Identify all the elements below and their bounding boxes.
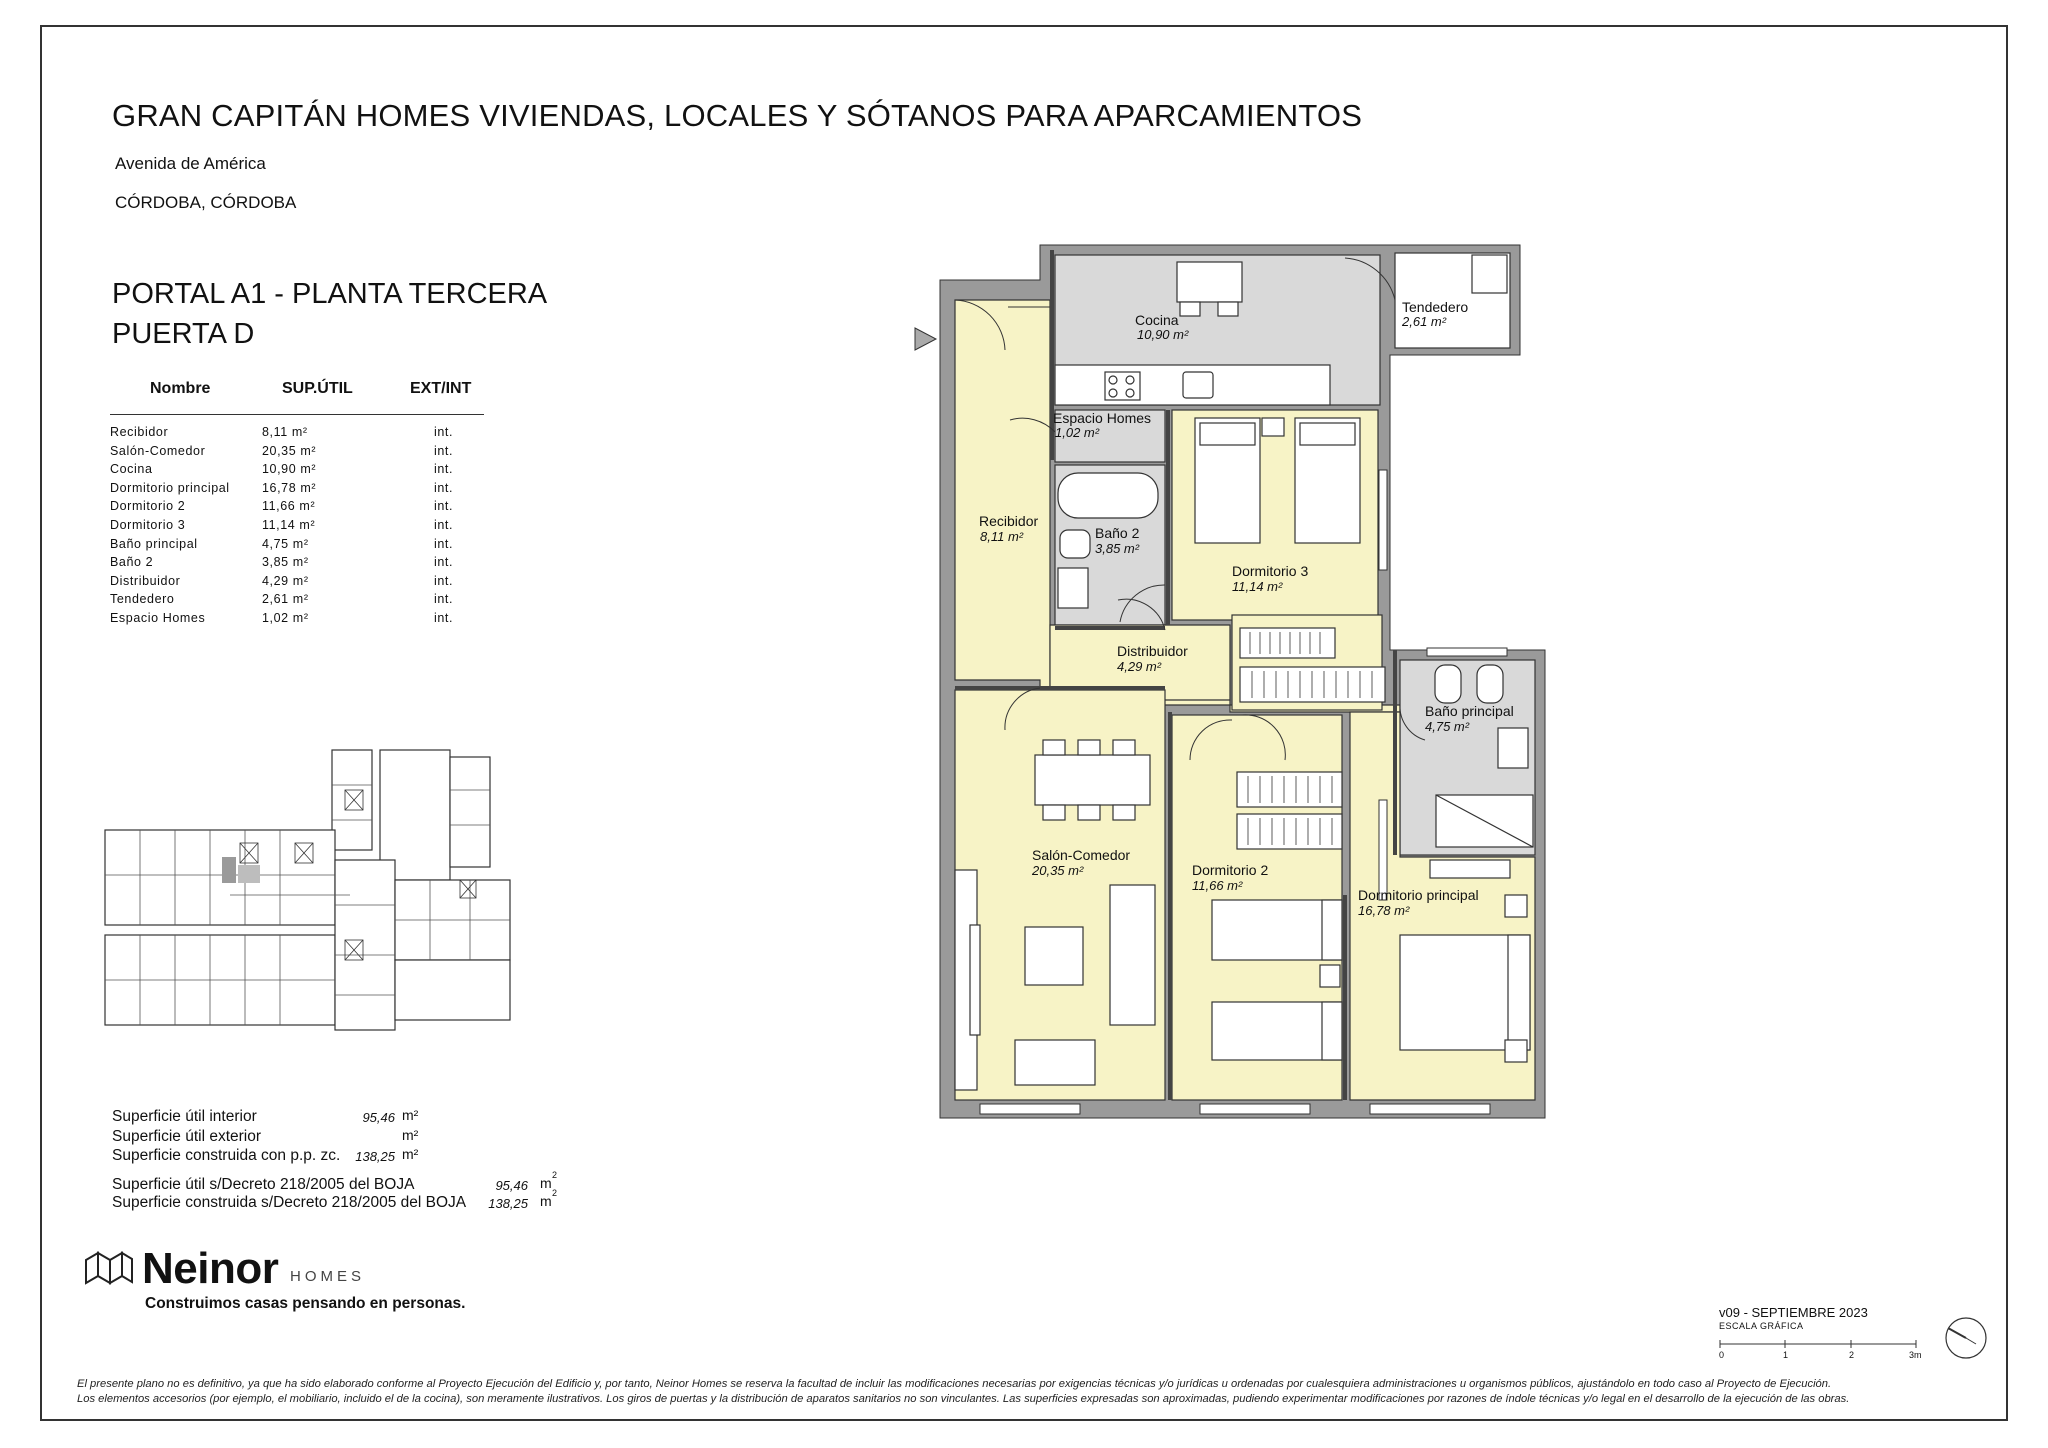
row-type: int. [434,462,454,477]
row-type: int. [434,611,454,625]
version-label: v09 - SEPTIEMBRE 2023 [1719,1305,1868,1320]
row-area: 11,14 m² [262,518,316,532]
surface-unit: m² [402,1107,419,1123]
table-row [110,611,490,630]
room-area: 3,85 m² [1095,541,1140,556]
key-plan-highlight [222,857,236,883]
room-area: 8,11 m² [980,529,1024,544]
row-name: Baño 2 [110,555,154,570]
scale-tick: 1 [1783,1350,1789,1360]
row-area: 2,61 m² [262,592,309,607]
room-area: 4,75 m² [1425,719,1470,734]
row-area: 4,75 m² [262,536,309,551]
surface-decree-built-value: 138,25 [488,1196,528,1211]
table-row [110,518,490,537]
row-area: 1,02 m² [262,611,309,625]
scale-tick: 2 [1849,1350,1855,1360]
portal-title: PORTAL A1 - PLANTA TERCERA [112,278,548,310]
room-label: Dormitorio 3 [1232,563,1309,579]
scale-bar [1719,1337,1919,1351]
table-row [110,425,490,444]
room-label: Baño 2 [1095,525,1140,541]
row-area: 16,78 m² [262,480,317,495]
scale-label: ESCALA GRÁFICA [1719,1321,1804,1331]
room-label: Dormitorio principal [1358,887,1479,903]
row-area: 11,66 m² [262,499,316,514]
row-type: int. [434,555,454,570]
room-area: 10,90 m² [1137,327,1189,342]
row-name: Salón-Comedor [110,443,206,458]
room-label: Dormitorio 2 [1192,862,1269,878]
surface-interior-label: Superficie útil interior [112,1108,257,1125]
row-type: int. [434,536,454,551]
room-area: 2,61 m² [1402,314,1447,329]
entrance-arrow-icon [915,328,936,350]
room-area: 1,02 m² [1055,425,1100,440]
surface-built-label: Superficie construida con p.p. zc. [112,1147,341,1164]
room-area: 11,66 m² [1192,878,1243,893]
neinor-logo-icon [84,1250,134,1286]
surface-unit-exp: 2 [552,1170,558,1180]
row-name: Cocina [110,462,153,477]
surface-built-value: 138,25 [355,1149,395,1164]
row-type: int. [434,425,454,439]
room-area: 11,14 m² [1232,579,1283,594]
row-area: 8,11 m² [262,425,308,439]
surface-decree-useful-value: 95,46 [495,1178,528,1193]
row-area: 3,85 m² [262,555,309,570]
col-header-type: EXT/INT [410,380,472,397]
room-label: Cocina [1135,312,1179,328]
surface-decree-built-label: Superficie construida s/Decreto 218/2005 del BOJA [112,1194,467,1211]
scale-tick: 3m [1909,1350,1922,1360]
surface-unit: m [540,1175,552,1191]
row-type: int. [434,518,454,532]
row-name: Dormitorio principal [110,480,230,495]
disclaimer-line-1: El presente plano no es definitivo, ya que ha sido elaborado conforme al Proyecto Ejecución del Edificio y, por tanto, Neinor Homes se reserva la facultad de incluir las modificaciones necesarias por exigencias técnicas y/o jurídicas u ordenadas por cualesquiera administraciones u organismos públicos, ajustándolo en todo caso al Proyecto de Ejecución. [77,1378,1832,1390]
row-name: Tendedero [110,592,175,607]
row-name: Espacio Homes [110,611,206,625]
table-row [110,444,490,463]
col-header-area: SUP.ÚTIL [282,380,353,397]
col-header-name: Nombre [150,380,211,397]
surface-unit: m² [402,1146,419,1162]
table-divider [110,414,484,415]
row-type: int. [434,499,454,514]
key-plan [100,745,520,1035]
room-area: 4,29 m² [1117,659,1162,674]
room-label: Distribuidor [1117,643,1188,659]
surface-decree-useful-label: Superficie útil s/Decreto 218/2005 del BOJA [112,1176,415,1193]
room-label: Baño principal [1425,703,1514,719]
row-type: int. [434,443,454,458]
row-name: Baño principal [110,536,198,551]
table-row [110,574,490,593]
table-row [110,481,490,500]
row-type: int. [434,592,454,607]
room-label: Espacio Homes [1053,410,1152,426]
brand-sub: HOMES [290,1268,366,1285]
table-row [110,592,490,611]
row-type: int. [434,480,454,495]
project-city: CÓRDOBA, CÓRDOBA [115,193,297,212]
room-label: Recibidor [979,513,1039,529]
table-row [110,462,490,481]
room-label: Tendedero [1402,299,1469,315]
row-name: Distribuidor [110,573,181,588]
brand-slogan: Construimos casas pensando en personas. [145,1295,466,1312]
floor-plan [900,235,1550,1125]
brand-name: Neinor [142,1244,279,1293]
table-row [110,537,490,556]
room-recibidor [955,300,1050,690]
table-row [110,499,490,518]
surface-unit: m [540,1193,552,1209]
row-name: Dormitorio 2 [110,499,186,514]
room-label: Salón-Comedor [1032,847,1131,863]
scale-tick: 0 [1719,1350,1725,1360]
surface-interior-value: 95,46 [362,1110,395,1125]
row-name: Dormitorio 3 [110,518,186,532]
project-title: GRAN CAPITÁN HOMES VIVIENDAS, LOCALES Y SÓTANOS PARA APARCAMIENTOS [112,98,1363,133]
door-title: PUERTA D [112,318,255,350]
room-area: 16,78 m² [1358,903,1410,918]
row-area: 20,35 m² [262,443,317,458]
table-row [110,555,490,574]
row-area: 4,29 m² [262,573,309,588]
surface-exterior-label: Superficie útil exterior [112,1128,262,1145]
row-name: Recibidor [110,425,169,439]
room-area: 20,35 m² [1032,863,1084,878]
project-address: Avenida de América [115,154,266,173]
row-type: int. [434,573,454,588]
row-area: 10,90 m² [262,462,317,477]
north-arrow-icon [1942,1314,1990,1362]
disclaimer-line-2: Los elementos accesorios (por ejemplo, el mobiliario, incluido el de la cocina), son meramente ilustrativos. Los giros de puertas y la distribución de aparatos sanitarios no son vinculantes. Las superficies expresadas son aproximadas, pudiendo experimentar modificaciones por razones de índole técnicas y/o legal en el desarrollo de la ejecución de las obras. [77,1393,1850,1405]
surface-unit: m² [402,1127,419,1143]
surface-unit-exp: 2 [552,1188,558,1198]
